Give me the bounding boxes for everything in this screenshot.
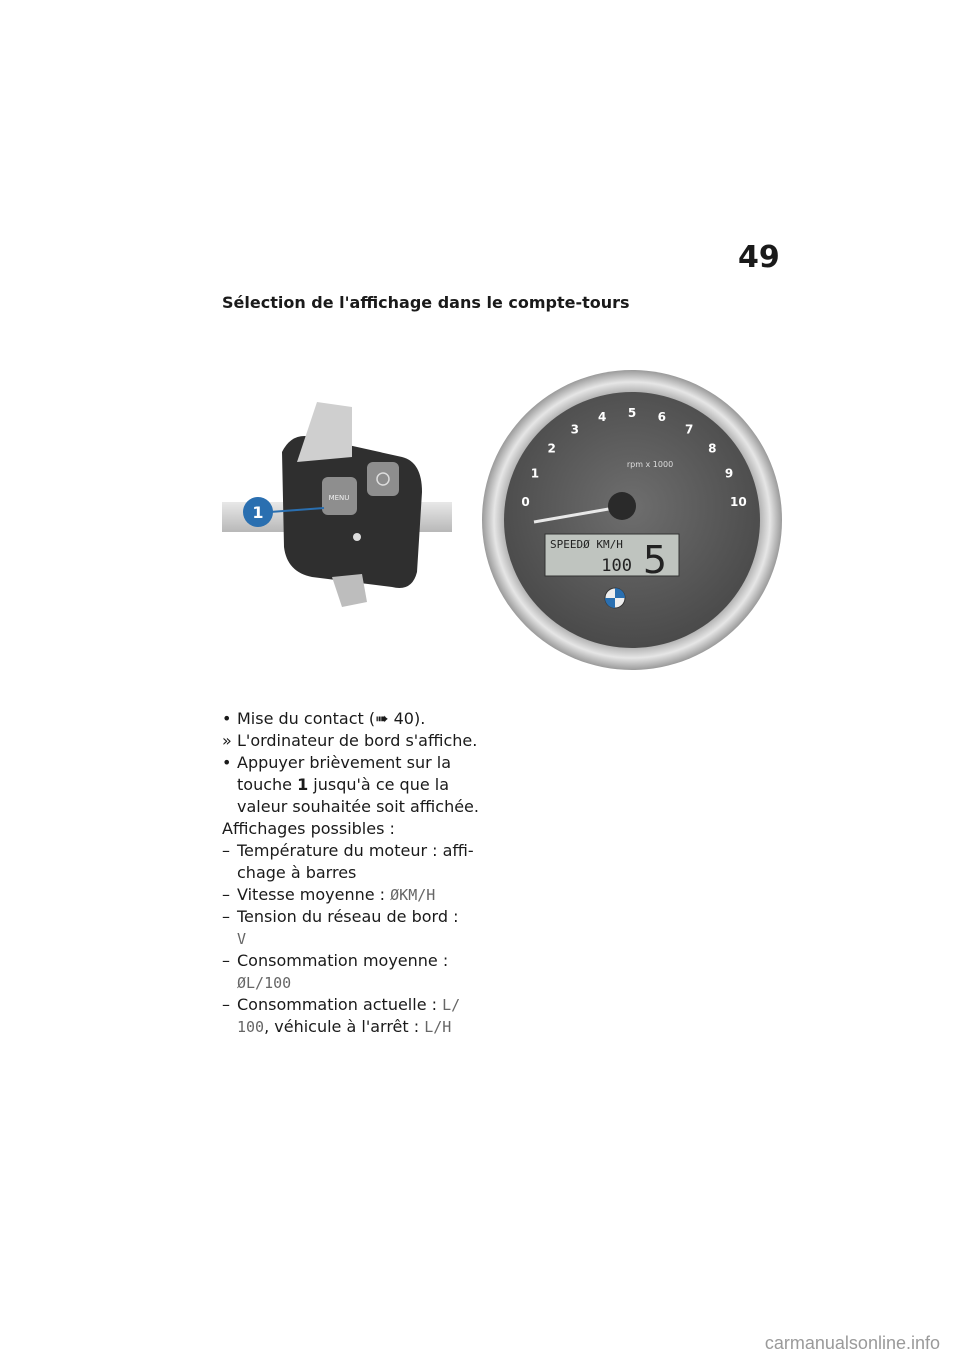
list-item-continued: chage à barres — [237, 863, 357, 882]
step-ignition — [222, 708, 522, 730]
tachometer-unit-label: rpm x 1000 — [626, 460, 674, 469]
tachometer-tick-label: 8 — [708, 441, 717, 456]
tachometer-tick-label: 0 — [521, 495, 530, 510]
bullet-marker: • — [222, 709, 232, 728]
tachometer-tick-label: 5 — [627, 406, 637, 420]
tachometer-tick-label: 3 — [570, 422, 579, 437]
instruction-text — [222, 708, 522, 1038]
list-item-continued: 100, véhicule à l'arrêt : L/H — [237, 1017, 452, 1036]
lcd-gear-indicator: 5 — [642, 538, 668, 582]
tachometer-tick-label: 4 — [598, 410, 607, 425]
power-button — [367, 462, 399, 496]
figure-illustration — [222, 362, 782, 692]
page-ref[interactable]: 40). — [388, 709, 426, 728]
list-item: – Consommation moyenne : — [222, 951, 449, 970]
watermark: carmanualsonline.info — [764, 1333, 940, 1353]
list-item: – Vitesse moyenne : ØKM/H — [222, 885, 436, 904]
needle-hub — [608, 492, 636, 520]
handlebar-switch — [222, 402, 452, 607]
step-press-button-end: valeur souhaitée soit affichée. — [237, 797, 479, 816]
display-code: L/H — [424, 1018, 452, 1036]
page-number: 49 — [738, 240, 780, 275]
page-ref-arrow-icon: ➠ — [375, 709, 389, 728]
tachometer-tick-label: 9 — [724, 466, 734, 481]
list-item: – Température du moteur : affi- — [222, 841, 474, 860]
display-code: ØKM/H — [390, 886, 436, 904]
result-marker: » — [222, 731, 232, 750]
possible-displays-heading: Affichages possibles : — [222, 819, 395, 838]
button-reference: 1 — [297, 775, 309, 794]
result-onboard-computer — [222, 730, 522, 752]
switch-upper-lever — [297, 402, 352, 462]
step-press-button-continued: touche 1 jusqu'à ce que la — [237, 775, 450, 794]
step-text: Mise du contact ( — [237, 709, 376, 728]
step-press-button — [222, 752, 522, 774]
callout-number: 1 — [252, 503, 264, 522]
tachometer-tick-label: 1 — [530, 466, 540, 481]
display-code: V — [237, 930, 247, 948]
tachometer-tick-label: 7 — [685, 422, 694, 437]
switch-lower-lever — [332, 574, 367, 607]
display-code: L/ — [442, 996, 461, 1014]
result-text: L'ordinateur de bord s'affiche. — [237, 731, 478, 750]
menu-button-label: MENU — [328, 494, 350, 502]
list-item: – Tension du réseau de bord : — [222, 907, 459, 926]
display-code: ØL/100 — [237, 974, 292, 992]
lcd-top-line: SPEEDØ KM/H — [550, 538, 623, 551]
list-item: – Consommation actuelle : L/ — [222, 995, 461, 1014]
display-code: 100 — [237, 1018, 265, 1036]
step-text: Appuyer brièvement sur la — [237, 753, 452, 772]
bullet-marker: • — [222, 753, 232, 772]
tachometer-tick-label: 2 — [547, 441, 556, 456]
tachometer — [482, 370, 782, 670]
tachometer-tick-label: 6 — [657, 410, 666, 425]
lcd-value: 100 — [601, 556, 632, 576]
section-title: Sélection de l'affichage dans le compte-tours — [222, 293, 630, 312]
figure-handlebar-and-tachometer — [222, 362, 782, 692]
tachometer-tick-label: 10 — [730, 495, 747, 510]
switch-rocker-icon — [353, 533, 361, 541]
